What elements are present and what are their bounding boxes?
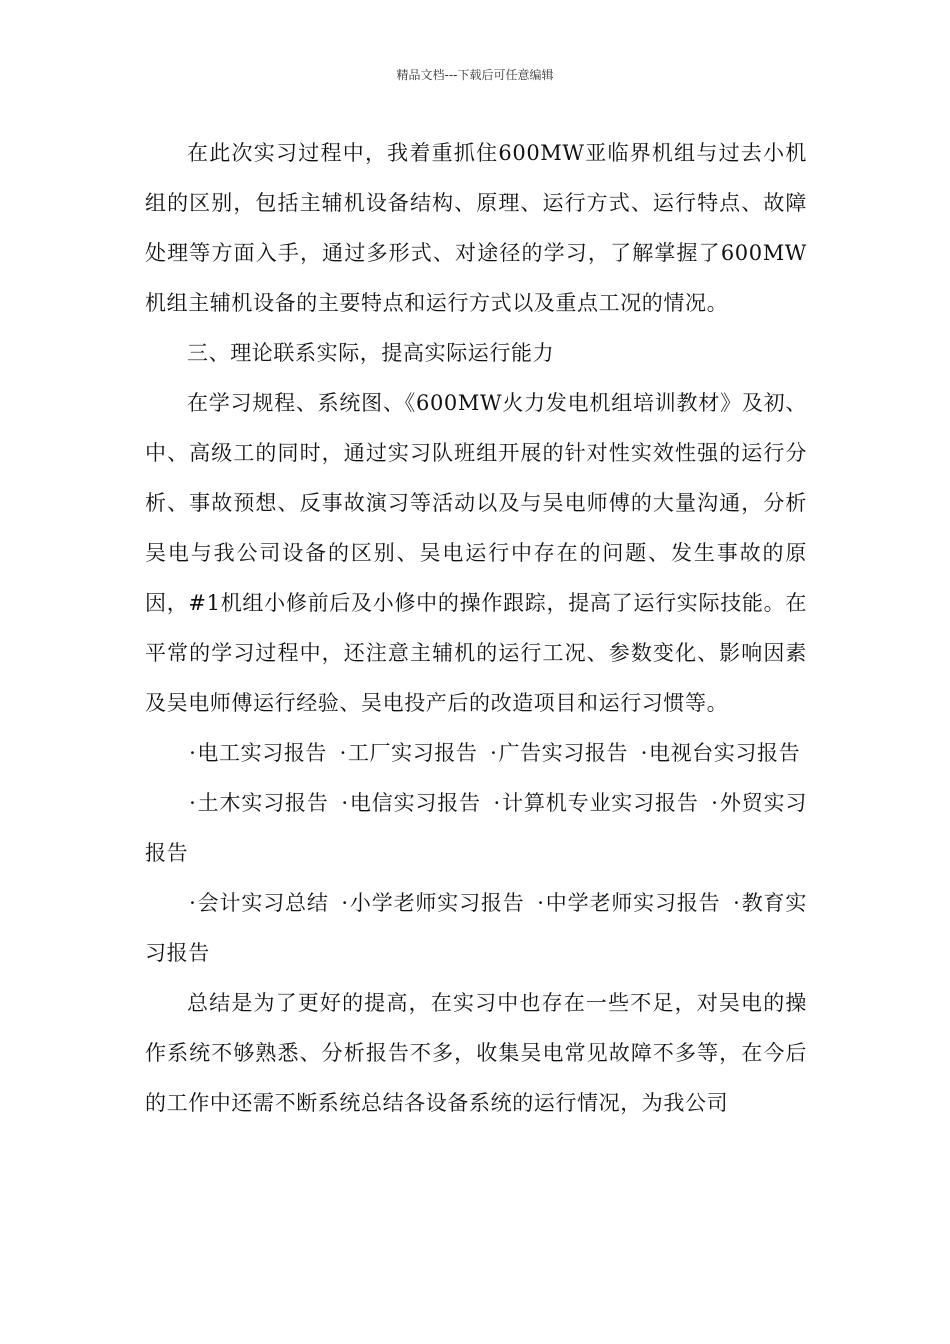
bullet-dot-icon: · — [493, 791, 501, 815]
bullet-dot-icon: · — [733, 891, 741, 915]
related-links-row-3 — [145, 878, 807, 978]
paragraph-closing: 总结是为了更好的提高，在实习中也存在一些不足，对吴电的操作系统不够熟悉、分析报告不多，收集吴电常见故障不多等，在今后的工作中还需不断系统总结各设备系统的运行情况，为我公司 — [145, 991, 807, 1115]
page-header: 精品文档---下载后可任意编辑 — [396, 68, 554, 82]
bullet-dot-icon: · — [537, 891, 545, 915]
related-link[interactable]: ·土木实习报告 — [189, 791, 329, 815]
related-link[interactable]: ·电信实习报告 — [341, 791, 481, 815]
related-link[interactable]: ·会计实习总结 — [189, 891, 329, 915]
bullet-dot-icon: · — [189, 741, 197, 765]
bullet-dot-icon: · — [341, 791, 349, 815]
related-link[interactable]: ·中学老师实习报告 — [537, 891, 721, 915]
related-link[interactable]: ·电视台实习报告 — [640, 741, 801, 765]
related-link[interactable]: ·广告实习报告 — [490, 741, 629, 765]
related-links-row-2 — [145, 778, 807, 878]
bullet-dot-icon: · — [640, 741, 648, 765]
document-body — [145, 128, 807, 1128]
related-link[interactable]: ·教育实习报告 — [145, 891, 807, 965]
bullet-dot-icon: · — [189, 791, 197, 815]
bullet-dot-icon: · — [339, 741, 347, 765]
section-heading: 三、理论联系实际，提高实际运行能力 — [187, 341, 555, 365]
related-links-row-1 — [145, 728, 807, 778]
bullet-dot-icon: · — [341, 891, 349, 915]
related-link[interactable]: ·小学老师实习报告 — [341, 891, 525, 915]
related-link[interactable]: ·计算机专业实习报告 — [493, 791, 699, 815]
related-link[interactable]: ·电工实习报告 — [189, 741, 328, 765]
paragraph-intro: 在此次实习过程中，我着重抓住600MW亚临界机组与过去小机组的区别，包括主辅机设备结构、原理、运行方式、运行特点、故障处理等方面入手，通过多形式、对途径的学习，了解掌握了600MW机组主辅机设备的主要特点和运行方式以及重点工况的情况。 — [145, 141, 807, 315]
bullet-dot-icon: · — [189, 891, 197, 915]
paragraph-practice: 在学习规程、系统图、《600MW火力发电机组培训教材》及初、中、高级工的同时，通过实习队班组开展的针对性实效性强的运行分析、事故预想、反事故演习等活动以及与吴电师傅的大量沟通，分析吴电与我公司设备的区别、吴电运行中存在的问题、发生事故的原因，#1机组小修前后及小修中的操作跟踪，提高了运行实际技能。在平常的学习过程中，还注意主辅机的运行工况、参数变化、影响因素及吴电师傅运行经验、吴电投产后的改造项目和运行习惯等。 — [145, 391, 807, 715]
related-link[interactable]: ·工厂实习报告 — [339, 741, 478, 765]
related-link[interactable]: ·外贸实习报告 — [145, 791, 807, 865]
bullet-dot-icon: · — [711, 791, 719, 815]
bullet-dot-icon: · — [490, 741, 498, 765]
